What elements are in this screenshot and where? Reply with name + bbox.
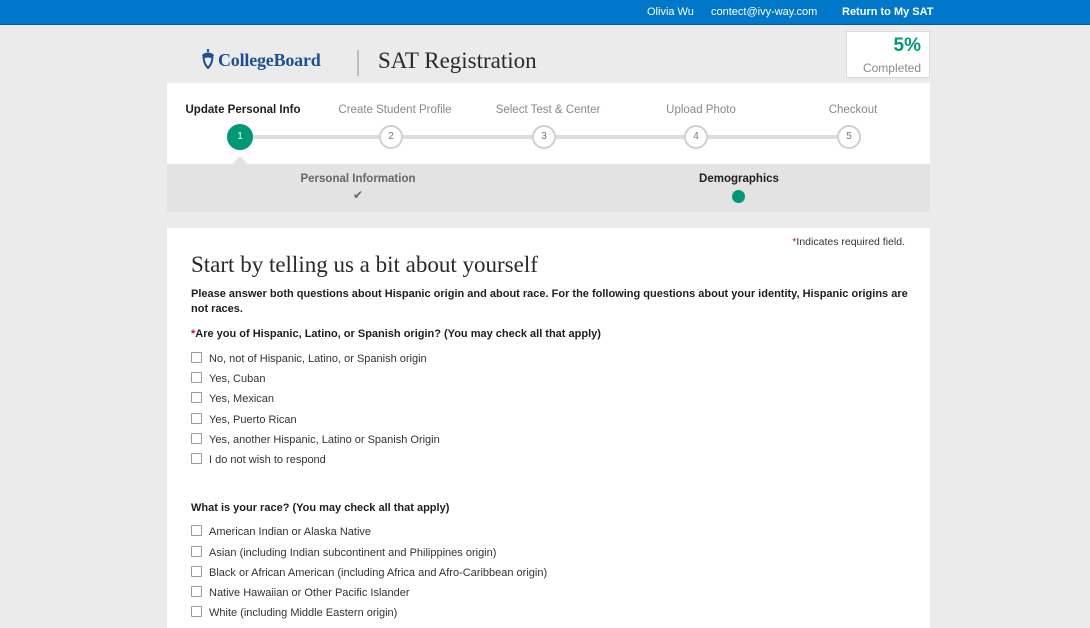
- page-header: [167, 26, 930, 83]
- registration-stepper: [167, 83, 930, 164]
- form-intro: Please answer both questions about Hispanic origin and about race. For the following questions about your identity, Hispanic origins are not races.: [191, 288, 908, 315]
- option-label: American Indian or Alaska Native: [209, 526, 372, 538]
- race-option[interactable]: [191, 606, 397, 620]
- option-label: Black or African American (including Africa and Afro-Caribbean origin): [209, 567, 548, 579]
- checkbox[interactable]: [191, 586, 202, 597]
- step-circle-4: 4: [684, 125, 708, 149]
- collegeboard-logo[interactable]: [200, 49, 321, 71]
- required-note-text: Indicates required field.: [796, 236, 905, 248]
- option-label: Native Hawaiian or Other Pacific Islander: [209, 587, 410, 599]
- logo-text: CollegeBoard: [218, 50, 321, 70]
- return-to-my-sat-link[interactable]: Return to My SAT: [842, 6, 934, 18]
- substep-personal-information[interactable]: Personal Information: [300, 173, 416, 185]
- checkbox[interactable]: [191, 546, 202, 557]
- checkbox[interactable]: [191, 525, 202, 536]
- step-label-select-test-center: Select Test & Center: [495, 104, 601, 116]
- top-bar: [0, 0, 1090, 25]
- step-label-update-personal-info: Update Personal Info: [185, 104, 301, 116]
- user-name: Olivia Wu: [647, 6, 694, 18]
- checkbox[interactable]: [191, 433, 202, 444]
- checkbox[interactable]: [191, 413, 202, 424]
- checkbox[interactable]: [191, 352, 202, 363]
- step-circle-1[interactable]: 1: [227, 124, 253, 150]
- active-step-caret: [232, 156, 248, 164]
- step-label-create-student-profile: Create Student Profile: [338, 104, 452, 116]
- checkbox[interactable]: [191, 566, 202, 577]
- substep-bar: [167, 164, 930, 212]
- option-label: Yes, Puerto Rican: [209, 414, 297, 426]
- required-field-note: [792, 236, 905, 248]
- required-star: *: [792, 236, 797, 248]
- hispanic-option[interactable]: [191, 413, 297, 427]
- hispanic-option[interactable]: [191, 433, 440, 447]
- demographics-form: [167, 228, 930, 628]
- required-star: *: [191, 328, 196, 340]
- race-option[interactable]: [191, 546, 496, 560]
- progress-percent: 5%: [893, 35, 921, 56]
- hispanic-question: [191, 328, 601, 340]
- step-circle-5: 5: [837, 125, 861, 149]
- substep-demographics: Demographics: [699, 173, 779, 185]
- checkbox[interactable]: [191, 606, 202, 617]
- step-circle-2: 2: [379, 125, 403, 149]
- progress-indicator: [846, 31, 930, 78]
- checkbox[interactable]: [191, 372, 202, 383]
- race-question: What is your race? (You may check all that apply): [191, 502, 450, 514]
- acorn-logo-icon: [200, 49, 216, 69]
- checkbox[interactable]: [191, 453, 202, 464]
- hispanic-option[interactable]: [191, 372, 265, 386]
- current-dot-icon: [732, 190, 745, 203]
- hispanic-option[interactable]: [191, 352, 427, 366]
- hispanic-question-text: Are you of Hispanic, Latino, or Spanish origin? (You may check all that apply): [195, 328, 601, 340]
- option-label: Yes, Mexican: [209, 393, 275, 405]
- option-label: Asian (including Indian subcontinent and Philippines origin): [209, 547, 497, 559]
- progress-label: Completed: [862, 61, 921, 75]
- race-option[interactable]: [191, 525, 371, 539]
- form-title: Start by telling us a bit about yourself: [191, 252, 538, 277]
- header-divider: [357, 50, 359, 76]
- hispanic-option[interactable]: [191, 392, 274, 406]
- option-label: Yes, Cuban: [209, 373, 266, 385]
- hispanic-option[interactable]: [191, 453, 326, 467]
- option-label: Yes, another Hispanic, Latino or Spanish Origin: [209, 434, 440, 446]
- option-label: No, not of Hispanic, Latino, or Spanish origin: [209, 353, 427, 365]
- race-option[interactable]: [191, 566, 547, 580]
- step-label-upload-photo: Upload Photo: [666, 104, 736, 116]
- checkbox[interactable]: [191, 392, 202, 403]
- step-label-checkout: Checkout: [828, 104, 878, 116]
- user-email: contect@ivy-way.com: [711, 6, 818, 18]
- race-option[interactable]: [191, 586, 410, 600]
- checkmark-icon: ✔: [352, 188, 364, 202]
- step-circle-3: 3: [532, 125, 556, 149]
- page-title: SAT Registration: [378, 48, 537, 73]
- option-label: White (including Middle Eastern origin): [209, 607, 398, 619]
- option-label: I do not wish to respond: [209, 454, 326, 466]
